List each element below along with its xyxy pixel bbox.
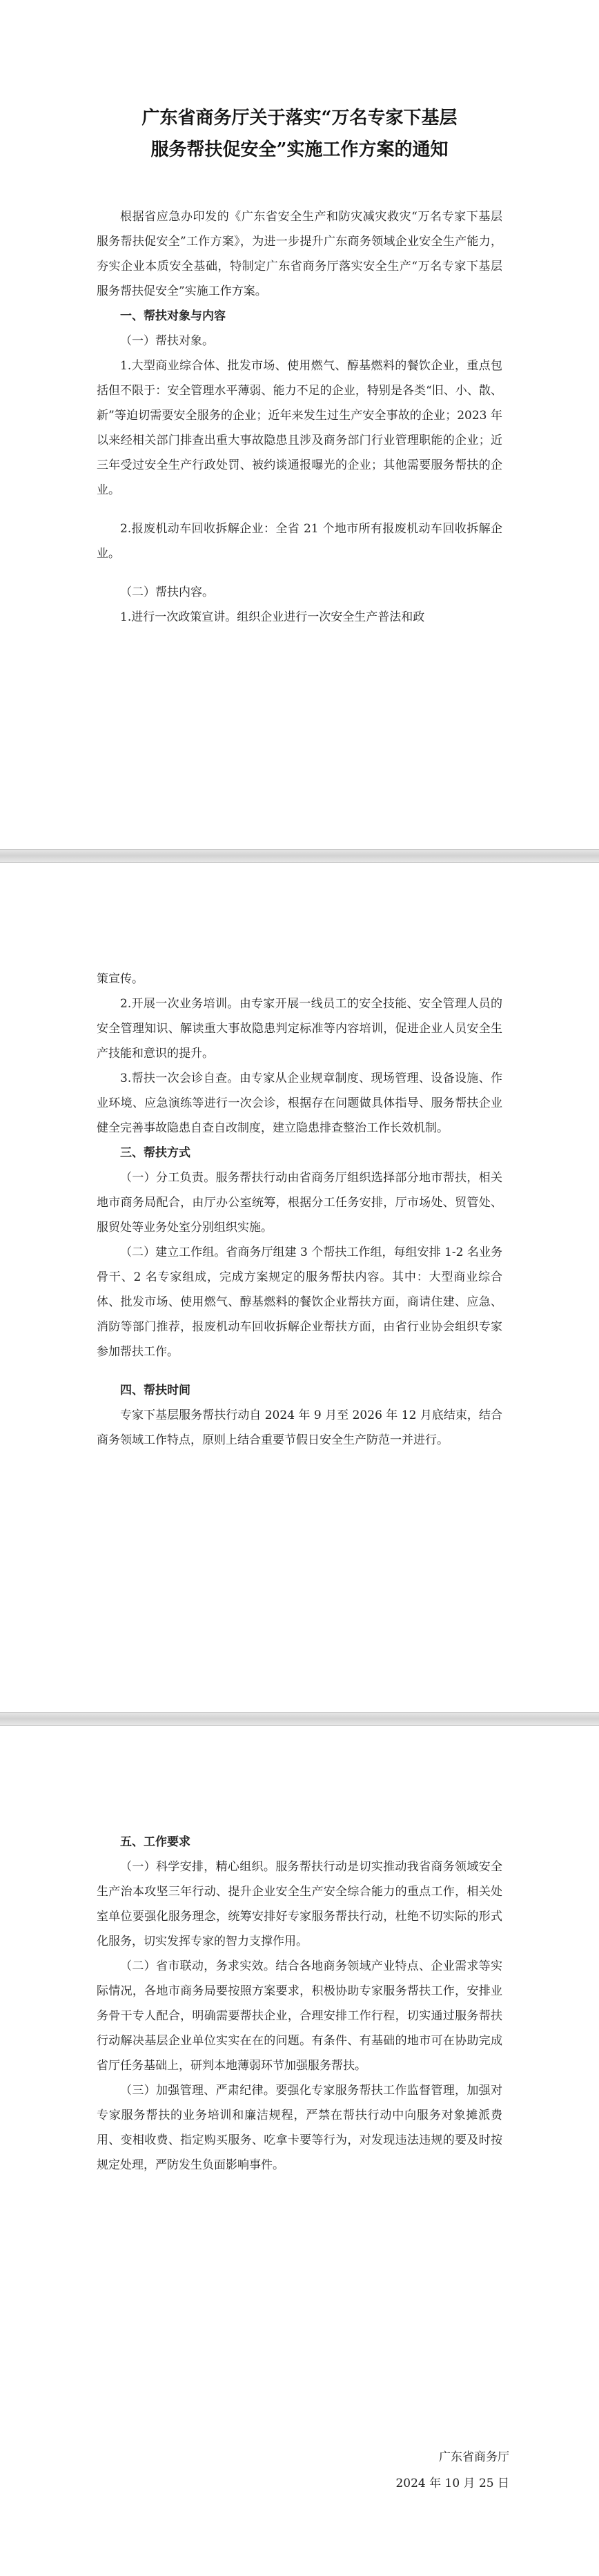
document-title (97, 102, 502, 166)
page-separator (0, 849, 599, 863)
signature-block (395, 2444, 509, 2497)
section-1-sub-1-heading: （一）帮扶对象。 (120, 334, 214, 348)
section-3-para-2: （二）建立工作组。省商务厅组建 3 个帮扶工作组，每组安排 1-2 名业务骨干、2 名专家组成，完成方案规定的服务帮扶内容。其中：大型商业综合体、批发市场、使用燃气、醇基燃料的餐饮企业帮扶方面，商请住建、应急、消防等部门推荐，报废机动车回收拆解企业帮扶方面，由省行业协会组织专家参加帮扶工作。 (97, 1246, 502, 1359)
section-1-sub-2-para-1-end: 策宣传。 (97, 972, 144, 986)
section-4-heading: 四、帮扶时间 (120, 1384, 190, 1397)
signature-org: 广东省商务厅 (439, 2450, 509, 2464)
section-3-para-1: （一）分工负责。服务帮扶行动由省商务厅组织选择部分地市帮扶，相关地市商务局配合，由厅办公室统筹，根据分工任务安排，厅市场处、贸管处、服贸处等业务处室分别组织实施。 (97, 1171, 502, 1234)
section-3-heading: 三、帮扶方式 (120, 1146, 190, 1160)
section-5-para-2: （二）省市联动，务求实效。结合各地商务领域产业特点、企业需求等实际情况，各地市商务局要按照方案要求，积极协助专家服务帮扶工作，安排业务骨干专人配合，明确需要帮扶企业，合理安排工作行程，切实通过服务帮扶行动解决基层企业单位实实在在的问题。有条件、有基础的地市可在协助完成省厅任务基础上，研判本地薄弱环节加强服务帮扶。 (97, 1959, 502, 2073)
section-1-sub-2-para-2: 2.开展一次业务培训。由专家开展一线员工的安全技能、安全管理人员的安全管理知识、解读重大事故隐患判定标准等内容培训，促进企业人员安全生产技能和意识的提升。 (97, 997, 502, 1061)
document-page-1 (0, 0, 599, 849)
section-1-sub-1-para-1: 1.大型商业综合体、批发市场、使用燃气、醇基燃料的餐饮企业，重点包括但不限于：安全管理水平薄弱、能力不足的企业，特别是各类“旧、小、散、新”等迫切需要安全服务的企业；近年来发生过生产安全事故的企业；2023 年以来经相关部门排查出重大事故隐患且涉及商务部门行业管理职能的企业；近三年受过安全生产行政处罚、被约谈通报曝光的企业；其他需要服务帮扶的企业。 (97, 359, 502, 497)
section-1-sub-2-para-3: 3.帮扶一次会诊自查。由专家从企业规章制度、现场管理、设备设施、作业环境、应急演练等进行一次会诊，根据存在问题做具体指导、服务帮扶企业健全完善事故隐患自查自改制度，建立隐患排查整治工作长效机制。 (97, 1072, 502, 1135)
document-page-2 (0, 863, 599, 1712)
section-5-para-3: （三）加强管理、严肃纪律。要强化专家服务帮扶工作监督管理，加强对专家服务帮扶的业务培训和廉洁规程，严禁在帮扶行动中向服务对象摊派费用、变相收费、指定购买服务、吃拿卡要等行为，对发现违法违规的要及时按规定处理，严防发生负面影响事件。 (97, 2084, 502, 2172)
section-4-para-1: 专家下基层服务帮扶行动自 2024 年 9 月至 2026 年 12 月底结束，结合商务领域工作特点，原则上结合重要节假日安全生产防范一并进行。 (97, 1408, 502, 1447)
signature-date: 2024 年 10 月 25 日 (395, 2477, 509, 2490)
section-5-heading: 五、工作要求 (120, 1835, 190, 1849)
intro-paragraph: 根据省应急办印发的《广东省安全生产和防灾减灾救灾“万名专家下基层 服务帮扶促安全”工作方案》，为进一步提升广东商务领域企业安全生产能力，夯实企业本质安全基础，特制定广东省商务厅落实安全生产“万名专家下基层 服务帮扶促安全”实施工作方案。 (97, 210, 502, 298)
title-line-2: 服务帮扶促安全”实施工作方案的通知 (150, 139, 449, 160)
title-line-1: 广东省商务厅关于落实“万名专家下基层 (141, 108, 458, 128)
section-5-para-1: （一）科学安排，精心组织。服务帮扶行动是切实推动我省商务领域安全生产治本攻坚三年行动、提升企业安全生产安全综合能力的重点工作，相关处室单位要强化服务理念，统筹安排好专家服务帮扶行动，杜绝不切实际的形式化服务，切实发挥专家的智力支撑作用。 (97, 1860, 502, 1948)
section-1-heading: 一、帮扶对象与内容 (120, 309, 226, 323)
section-1-sub-2-para-1-start: 1.进行一次政策宣讲。组织企业进行一次安全生产普法和政 (120, 610, 425, 624)
page-separator (0, 1712, 599, 1726)
section-1-sub-1-para-2: 2.报废机动车回收拆解企业：全省 21 个地市所有报废机动车回收拆解企业。 (97, 522, 502, 561)
section-1-sub-2-heading: （二）帮扶内容。 (120, 585, 214, 599)
